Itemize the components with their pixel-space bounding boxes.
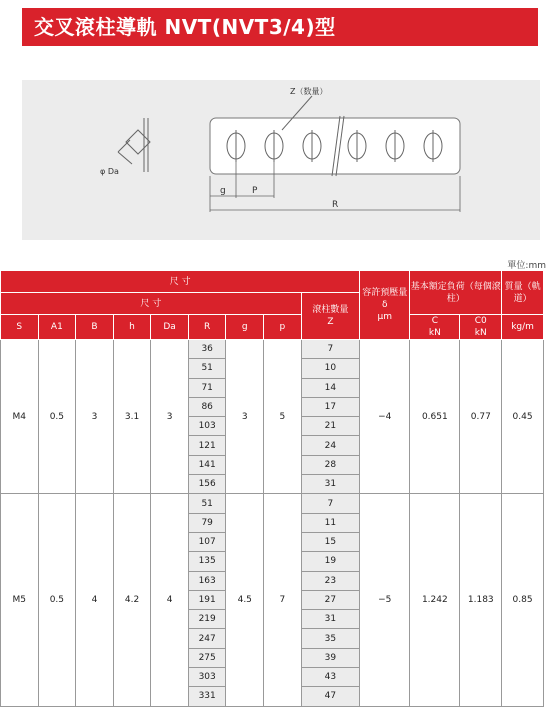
r-label: R: [332, 200, 339, 210]
unit-label: 單位:mm: [507, 261, 546, 271]
z-col-label: Z: [327, 317, 334, 327]
cell-s: M4: [1, 340, 39, 494]
z-label: Z（数量）: [290, 87, 328, 96]
cell-h: 4.2: [113, 494, 151, 706]
cell-r: 51: [188, 494, 226, 513]
cell-z: 11: [301, 513, 360, 532]
dimensions-header: 尺 寸: [1, 271, 360, 293]
cell-g: 3: [226, 340, 264, 494]
preload-header: [360, 271, 410, 340]
cell-c0: 0.77: [460, 340, 502, 494]
col-c0: [460, 315, 502, 340]
cell-r: 103: [188, 417, 226, 436]
cell-mass: 0.45: [502, 340, 544, 494]
cell-r: 79: [188, 513, 226, 532]
cell-a1: 0.5: [38, 340, 76, 494]
cell-g: 4.5: [226, 494, 264, 706]
col-h: h: [113, 315, 151, 340]
cell-z: 27: [301, 590, 360, 609]
cell-z: 31: [301, 475, 360, 494]
da-label: φ Da: [100, 167, 119, 176]
load-rating-header: 基本額定負荷（每個滾柱）: [410, 271, 502, 315]
cell-p: 7: [264, 494, 302, 706]
cell-h: 3.1: [113, 340, 151, 494]
cell-z: 19: [301, 552, 360, 571]
cell-r: 107: [188, 532, 226, 551]
cell-b: 3: [76, 340, 114, 494]
col-s: S: [1, 315, 39, 340]
cage-plate: [210, 118, 460, 174]
cell-r: 141: [188, 455, 226, 474]
cell-r: 86: [188, 397, 226, 416]
cell-b: 4: [76, 494, 114, 706]
cell-z: 43: [301, 668, 360, 687]
col-g: g: [226, 315, 264, 340]
cell-z: 47: [301, 687, 360, 706]
c-label: C: [431, 316, 438, 326]
roller-count-label: 滾柱數量: [312, 305, 349, 315]
cell-r: 156: [188, 475, 226, 494]
cell-a1: 0.5: [38, 494, 76, 706]
cell-r: 219: [188, 610, 226, 629]
cell-da: 4: [151, 494, 189, 706]
cell-c: 0.651: [410, 340, 460, 494]
cell-r: 303: [188, 668, 226, 687]
cell-z: 7: [301, 340, 360, 359]
cell-r: 36: [188, 340, 226, 359]
cell-delta: −5: [360, 494, 410, 706]
cell-z: 28: [301, 455, 360, 474]
cell-c0: 1.183: [460, 494, 502, 706]
cell-z: 15: [301, 532, 360, 551]
rail-diagram: [22, 80, 540, 240]
cell-z: 24: [301, 436, 360, 455]
c0-label: C0: [474, 316, 487, 326]
cell-c: 1.242: [410, 494, 460, 706]
cell-r: 331: [188, 687, 226, 706]
col-c: [410, 315, 460, 340]
preload-label: 容許預壓量: [362, 288, 408, 298]
cell-r: 135: [188, 552, 226, 571]
cell-da: 3: [151, 340, 189, 494]
col-a1: A1: [38, 315, 76, 340]
col-b: B: [76, 315, 114, 340]
col-r: R: [188, 315, 226, 340]
cell-z: 21: [301, 417, 360, 436]
cell-z: 31: [301, 610, 360, 629]
cell-z: 7: [301, 494, 360, 513]
cell-r: 191: [188, 590, 226, 609]
cell-r: 121: [188, 436, 226, 455]
page-title: 交叉滾柱導軌 NVT(NVT3/4)型: [22, 8, 538, 46]
roller-count-header: [301, 293, 360, 340]
cell-mass: 0.85: [502, 494, 544, 706]
c-unit: kN: [428, 328, 441, 338]
col-mass-unit: kg/m: [502, 315, 544, 340]
col-da: Da: [151, 315, 189, 340]
c0-unit: kN: [474, 328, 487, 338]
p-label: P: [252, 186, 258, 196]
spec-table-body: [1, 340, 544, 707]
rail-drawing: [22, 80, 540, 240]
cell-s: M5: [1, 494, 39, 706]
cell-z: 17: [301, 397, 360, 416]
cell-r: 51: [188, 359, 226, 378]
table-row: [1, 494, 544, 513]
cell-delta: −4: [360, 340, 410, 494]
cell-z: 39: [301, 648, 360, 667]
spec-table: [0, 270, 544, 707]
cross-section-drawing: [118, 118, 150, 172]
cell-z: 23: [301, 571, 360, 590]
g-label: g: [220, 186, 226, 196]
cell-z: 35: [301, 629, 360, 648]
delta-label: δ: [381, 300, 388, 310]
preload-unit: μm: [377, 312, 392, 322]
cell-p: 5: [264, 340, 302, 494]
cell-z: 10: [301, 359, 360, 378]
col-p: p: [264, 315, 302, 340]
dimensions-sub-header: 尺 寸: [1, 293, 302, 315]
cell-r: 275: [188, 648, 226, 667]
mass-header: 質量（軌道）: [502, 271, 544, 315]
cell-z: 14: [301, 378, 360, 397]
table-row: [1, 340, 544, 359]
cell-r: 247: [188, 629, 226, 648]
cell-r: 71: [188, 378, 226, 397]
cell-r: 163: [188, 571, 226, 590]
